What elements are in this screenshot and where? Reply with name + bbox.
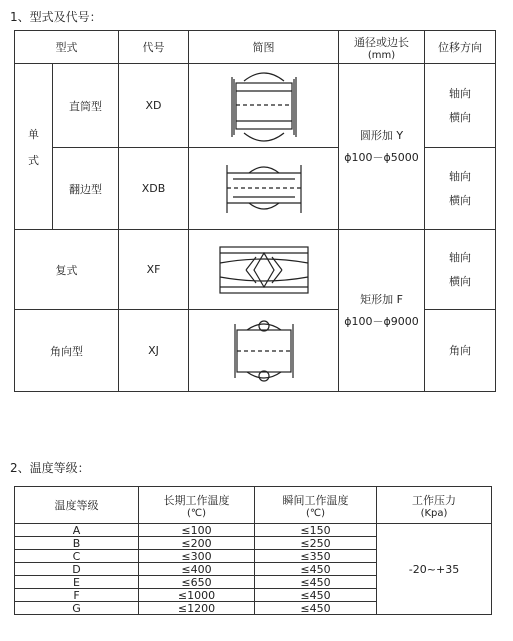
single-type-line1: 单 — [28, 127, 39, 141]
diagram-flanged — [189, 148, 339, 230]
instant-cell: ≤450 — [255, 589, 377, 602]
instant-cell: ≤250 — [255, 537, 377, 550]
direction-flanged — [425, 148, 496, 230]
instant-cell: ≤150 — [255, 524, 377, 537]
long-term-cell: ≤400 — [139, 563, 255, 576]
type-name-flanged: 翻边型 — [53, 148, 119, 230]
pressure-value: -20~+35 — [377, 524, 492, 615]
header-size — [339, 31, 425, 64]
type-name-double: 复式 — [15, 230, 119, 310]
grade-cell: E — [15, 576, 139, 589]
type-name-angular: 角向型 — [15, 310, 119, 392]
header-long-term — [139, 487, 255, 524]
grade-cell: A — [15, 524, 139, 537]
grade-cell: D — [15, 563, 139, 576]
direction-angular-1: 角向 — [449, 343, 471, 357]
grade-cell: C — [15, 550, 139, 563]
direction-straight-1: 轴向 — [449, 86, 471, 100]
header-long-term-unit: (℃) — [186, 507, 207, 519]
header-direction: 位移方向 — [425, 31, 496, 64]
type-table-header-row — [15, 31, 496, 64]
header-diagram: 简图 — [189, 31, 339, 64]
spec-round-line2: ϕ100－ϕ5000 — [344, 150, 419, 164]
grade-cell: F — [15, 589, 139, 602]
long-term-cell: ≤300 — [139, 550, 255, 563]
direction-double-1: 轴向 — [449, 250, 471, 264]
header-size-line2: (mm) — [367, 49, 396, 61]
type-code-flanged: XDB — [119, 148, 189, 230]
header-code: 代号 — [119, 31, 189, 64]
long-term-cell: ≤650 — [139, 576, 255, 589]
long-term-cell: ≤200 — [139, 537, 255, 550]
type-code-double: XF — [119, 230, 189, 310]
direction-straight — [425, 64, 496, 148]
diagram-angular — [189, 310, 339, 392]
expansion-joint-angular-icon — [225, 316, 303, 386]
expansion-joint-straight-icon — [222, 67, 306, 145]
instant-cell: ≤350 — [255, 550, 377, 563]
header-instant-label: 瞬间工作温度 — [282, 493, 349, 507]
expansion-joint-double-icon — [216, 241, 312, 299]
header-long-term-label: 长期工作温度 — [163, 493, 230, 507]
header-grade: 温度等级 — [15, 487, 139, 524]
spec-rect-line1: 矩形加 F — [360, 292, 403, 306]
instant-cell: ≤450 — [255, 563, 377, 576]
header-pressure-label: 工作压力 — [412, 493, 456, 507]
temp-table-header-row — [15, 487, 492, 524]
header-pressure — [377, 487, 492, 524]
direction-angular — [425, 310, 496, 392]
type-code-straight: XD — [119, 64, 189, 148]
long-term-cell: ≤1200 — [139, 602, 255, 615]
direction-flanged-1: 轴向 — [449, 169, 471, 183]
spec-round — [339, 64, 425, 230]
header-pressure-unit: (Kpa) — [420, 507, 448, 519]
direction-straight-2: 横向 — [449, 110, 471, 124]
spec-rect-line2: ϕ100－ϕ9000 — [344, 314, 419, 328]
grade-cell: G — [15, 602, 139, 615]
diagram-straight — [189, 64, 339, 148]
type-name-straight: 直筒型 — [53, 64, 119, 148]
section1-heading: 1、型式及代号： — [10, 10, 102, 24]
header-size-line1: 通径或边长 — [354, 35, 409, 49]
grade-cell: B — [15, 537, 139, 550]
direction-flanged-2: 横向 — [449, 193, 471, 207]
spec-rect — [339, 230, 425, 392]
spec-round-line1: 圆形加 Y — [359, 128, 404, 142]
type-code-angular: XJ — [119, 310, 189, 392]
table-row — [15, 64, 496, 148]
temperature-grade-table — [14, 486, 492, 615]
type-code-table — [14, 30, 496, 392]
diagram-double — [189, 230, 339, 310]
direction-double-2: 横向 — [449, 274, 471, 288]
single-type-group — [15, 64, 53, 230]
expansion-joint-flanged-icon — [219, 157, 309, 221]
header-instant-unit: (℃) — [305, 507, 326, 519]
table-row — [15, 230, 496, 310]
instant-cell: ≤450 — [255, 576, 377, 589]
table-row — [15, 524, 492, 537]
header-instant — [255, 487, 377, 524]
header-type: 型式 — [15, 31, 119, 64]
direction-double — [425, 230, 496, 310]
section2-heading: 2、温度等级： — [10, 461, 90, 475]
long-term-cell: ≤1000 — [139, 589, 255, 602]
single-type-line2: 式 — [28, 153, 39, 167]
instant-cell: ≤450 — [255, 602, 377, 615]
long-term-cell: ≤100 — [139, 524, 255, 537]
